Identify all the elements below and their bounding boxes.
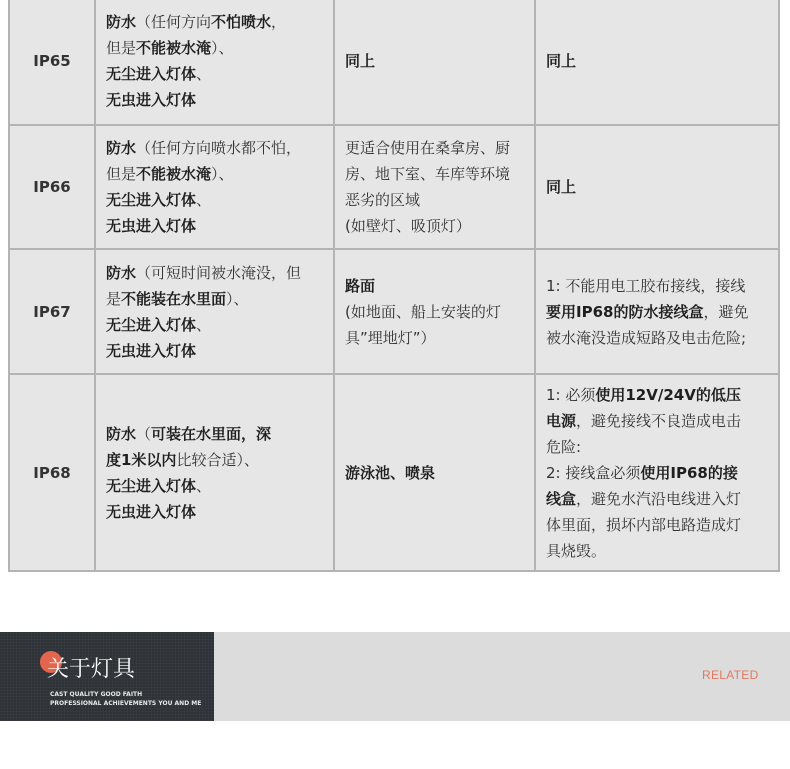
cell-text: ）、	[226, 289, 249, 308]
protection-cell	[95, 0, 334, 125]
ip-code: IP67	[9, 249, 95, 374]
cell-text: 1: 不能用电工胶布接线，接线	[546, 276, 746, 295]
cell-line	[106, 447, 323, 473]
cell-text: 具”埋地灯”）	[345, 328, 436, 347]
note-cell	[535, 249, 779, 374]
section-title: 关于灯具	[47, 657, 136, 682]
cell-text: ，避免	[703, 302, 749, 321]
cell-text: 恶劣的区域	[345, 191, 421, 209]
emphasis-text: 同上	[345, 52, 376, 70]
cell-text: (如壁灯、吸顶灯）	[345, 217, 471, 235]
cell-line	[546, 408, 768, 434]
emphasis-text: 不能被水淹	[136, 165, 212, 183]
cell-text: 危险:	[546, 437, 582, 456]
cell-line	[345, 161, 524, 187]
table-row	[9, 374, 779, 571]
cell-text: ，	[271, 13, 287, 31]
section-subtitle: CAST QUALITY GOOD FAITH	[50, 691, 143, 698]
cell-line	[546, 460, 768, 486]
emphasis-text: 使用12V/24V的低压	[595, 385, 741, 404]
cell-text: 、	[196, 191, 212, 209]
emphasis-text: 使用IP68的接	[640, 463, 738, 482]
cell-line	[106, 473, 323, 499]
cell-text: 房、地下室、车库等环境	[345, 165, 511, 183]
protection-cell	[95, 125, 334, 249]
cell-text: （	[136, 424, 152, 443]
cell-line	[546, 512, 768, 538]
emphasis-text: 无尘进入灯体	[106, 65, 197, 83]
table-row	[9, 125, 779, 249]
section-banner	[0, 632, 214, 721]
cell-line	[106, 499, 323, 525]
cell-text: 体里面，损坏内部电路造成灯	[546, 515, 742, 534]
emphasis-text: 游泳池、喷泉	[345, 463, 436, 482]
cell-line	[546, 299, 768, 325]
cell-line	[106, 35, 323, 61]
emphasis-text: 不怕喷水	[211, 13, 272, 31]
cell-text: （任何方向喷水都不怕，	[136, 139, 302, 157]
ip-rating-table	[8, 0, 780, 572]
emphasis-text: 线盒	[546, 489, 577, 508]
cell-line	[345, 273, 524, 299]
emphasis-text: 无虫进入灯体	[106, 502, 197, 521]
cell-line	[546, 434, 768, 460]
cell-line	[546, 538, 768, 564]
table-row	[9, 249, 779, 374]
cell-text: 、	[196, 315, 212, 334]
cell-line	[106, 135, 323, 161]
cell-line	[546, 48, 768, 74]
cell-text: （任何方向	[136, 13, 212, 31]
cell-line	[106, 187, 323, 213]
cell-line	[345, 460, 524, 486]
cell-text: （可短时间被水淹没，但	[136, 263, 302, 282]
cell-line	[106, 312, 323, 338]
cell-line	[106, 9, 323, 35]
emphasis-text: 无尘进入灯体	[106, 191, 197, 209]
related-label: RELATED	[702, 668, 759, 682]
cell-line	[345, 187, 524, 213]
cell-line	[546, 382, 768, 408]
cell-line	[345, 135, 524, 161]
emphasis-text: 不能被水淹	[136, 39, 212, 57]
cell-line	[106, 87, 323, 113]
cell-text: ）、	[211, 165, 234, 183]
emphasis-text: 无虫进入灯体	[106, 217, 197, 235]
emphasis-text: 度1米以内	[106, 450, 177, 469]
cell-text: 1: 必须	[546, 385, 596, 404]
cell-text: 2: 接线盒必须	[546, 463, 641, 482]
emphasis-text: 无虫进入灯体	[106, 91, 197, 109]
emphasis-text: 路面	[345, 276, 376, 295]
cell-text: 但是	[106, 39, 137, 57]
ip-code: IP65	[9, 0, 95, 125]
cell-text: 被水淹没造成短路及电击危险;	[546, 328, 747, 347]
section-subtitle: PROFESSIONAL ACHIEVEMENTS YOU AND ME	[50, 700, 202, 707]
cell-text: (如地面、船上安装的灯	[345, 302, 501, 321]
note-cell	[535, 125, 779, 249]
cell-line	[106, 338, 323, 364]
cell-line	[106, 213, 323, 239]
cell-text: 但是	[106, 165, 137, 183]
cell-line	[106, 161, 323, 187]
protection-cell	[95, 249, 334, 374]
ip-code: IP66	[9, 125, 95, 249]
cell-line	[546, 273, 768, 299]
emphasis-text: 防水	[106, 424, 137, 443]
application-cell	[334, 249, 535, 374]
cell-text: 、	[196, 65, 212, 83]
cell-text: ，避免水汽沿电线进入灯	[576, 489, 742, 508]
emphasis-text: 要用IP68的防水接线盒	[546, 302, 704, 321]
note-cell	[535, 0, 779, 125]
cell-text: 比较合适）、	[176, 450, 259, 469]
emphasis-text: 无尘进入灯体	[106, 476, 197, 495]
cell-line	[106, 286, 323, 312]
emphasis-text: 可装在水里面，深	[151, 424, 272, 443]
emphasis-text: 无尘进入灯体	[106, 315, 197, 334]
emphasis-text: 同上	[546, 178, 577, 196]
emphasis-text: 防水	[106, 13, 137, 31]
ip-code: IP68	[9, 374, 95, 571]
cell-line	[546, 486, 768, 512]
cell-text: 更适合使用在桑拿房、厨	[345, 139, 511, 157]
cell-line	[106, 61, 323, 87]
emphasis-text: 防水	[106, 139, 137, 157]
emphasis-text: 电源	[546, 411, 577, 430]
cell-line	[106, 421, 323, 447]
emphasis-text: 无虫进入灯体	[106, 341, 197, 360]
cell-text: 具烧毁。	[546, 541, 607, 560]
application-cell	[334, 125, 535, 249]
emphasis-text: 防水	[106, 263, 137, 282]
cell-line	[345, 325, 524, 351]
cell-text: 是	[106, 289, 122, 308]
cell-line	[345, 299, 524, 325]
protection-cell	[95, 374, 334, 571]
cell-line	[546, 325, 768, 351]
note-cell	[535, 374, 779, 571]
cell-line	[345, 48, 524, 74]
table-row	[9, 0, 779, 125]
application-cell	[334, 374, 535, 571]
cell-text: 、	[196, 476, 212, 495]
emphasis-text: 同上	[546, 52, 577, 70]
cell-line	[345, 213, 524, 239]
cell-text: ，避免接线不良造成电击	[576, 411, 742, 430]
application-cell	[334, 0, 535, 125]
cell-line	[106, 260, 323, 286]
cell-line	[546, 174, 768, 200]
emphasis-text: 不能装在水里面	[121, 289, 227, 308]
cell-text: ）、	[211, 39, 234, 57]
